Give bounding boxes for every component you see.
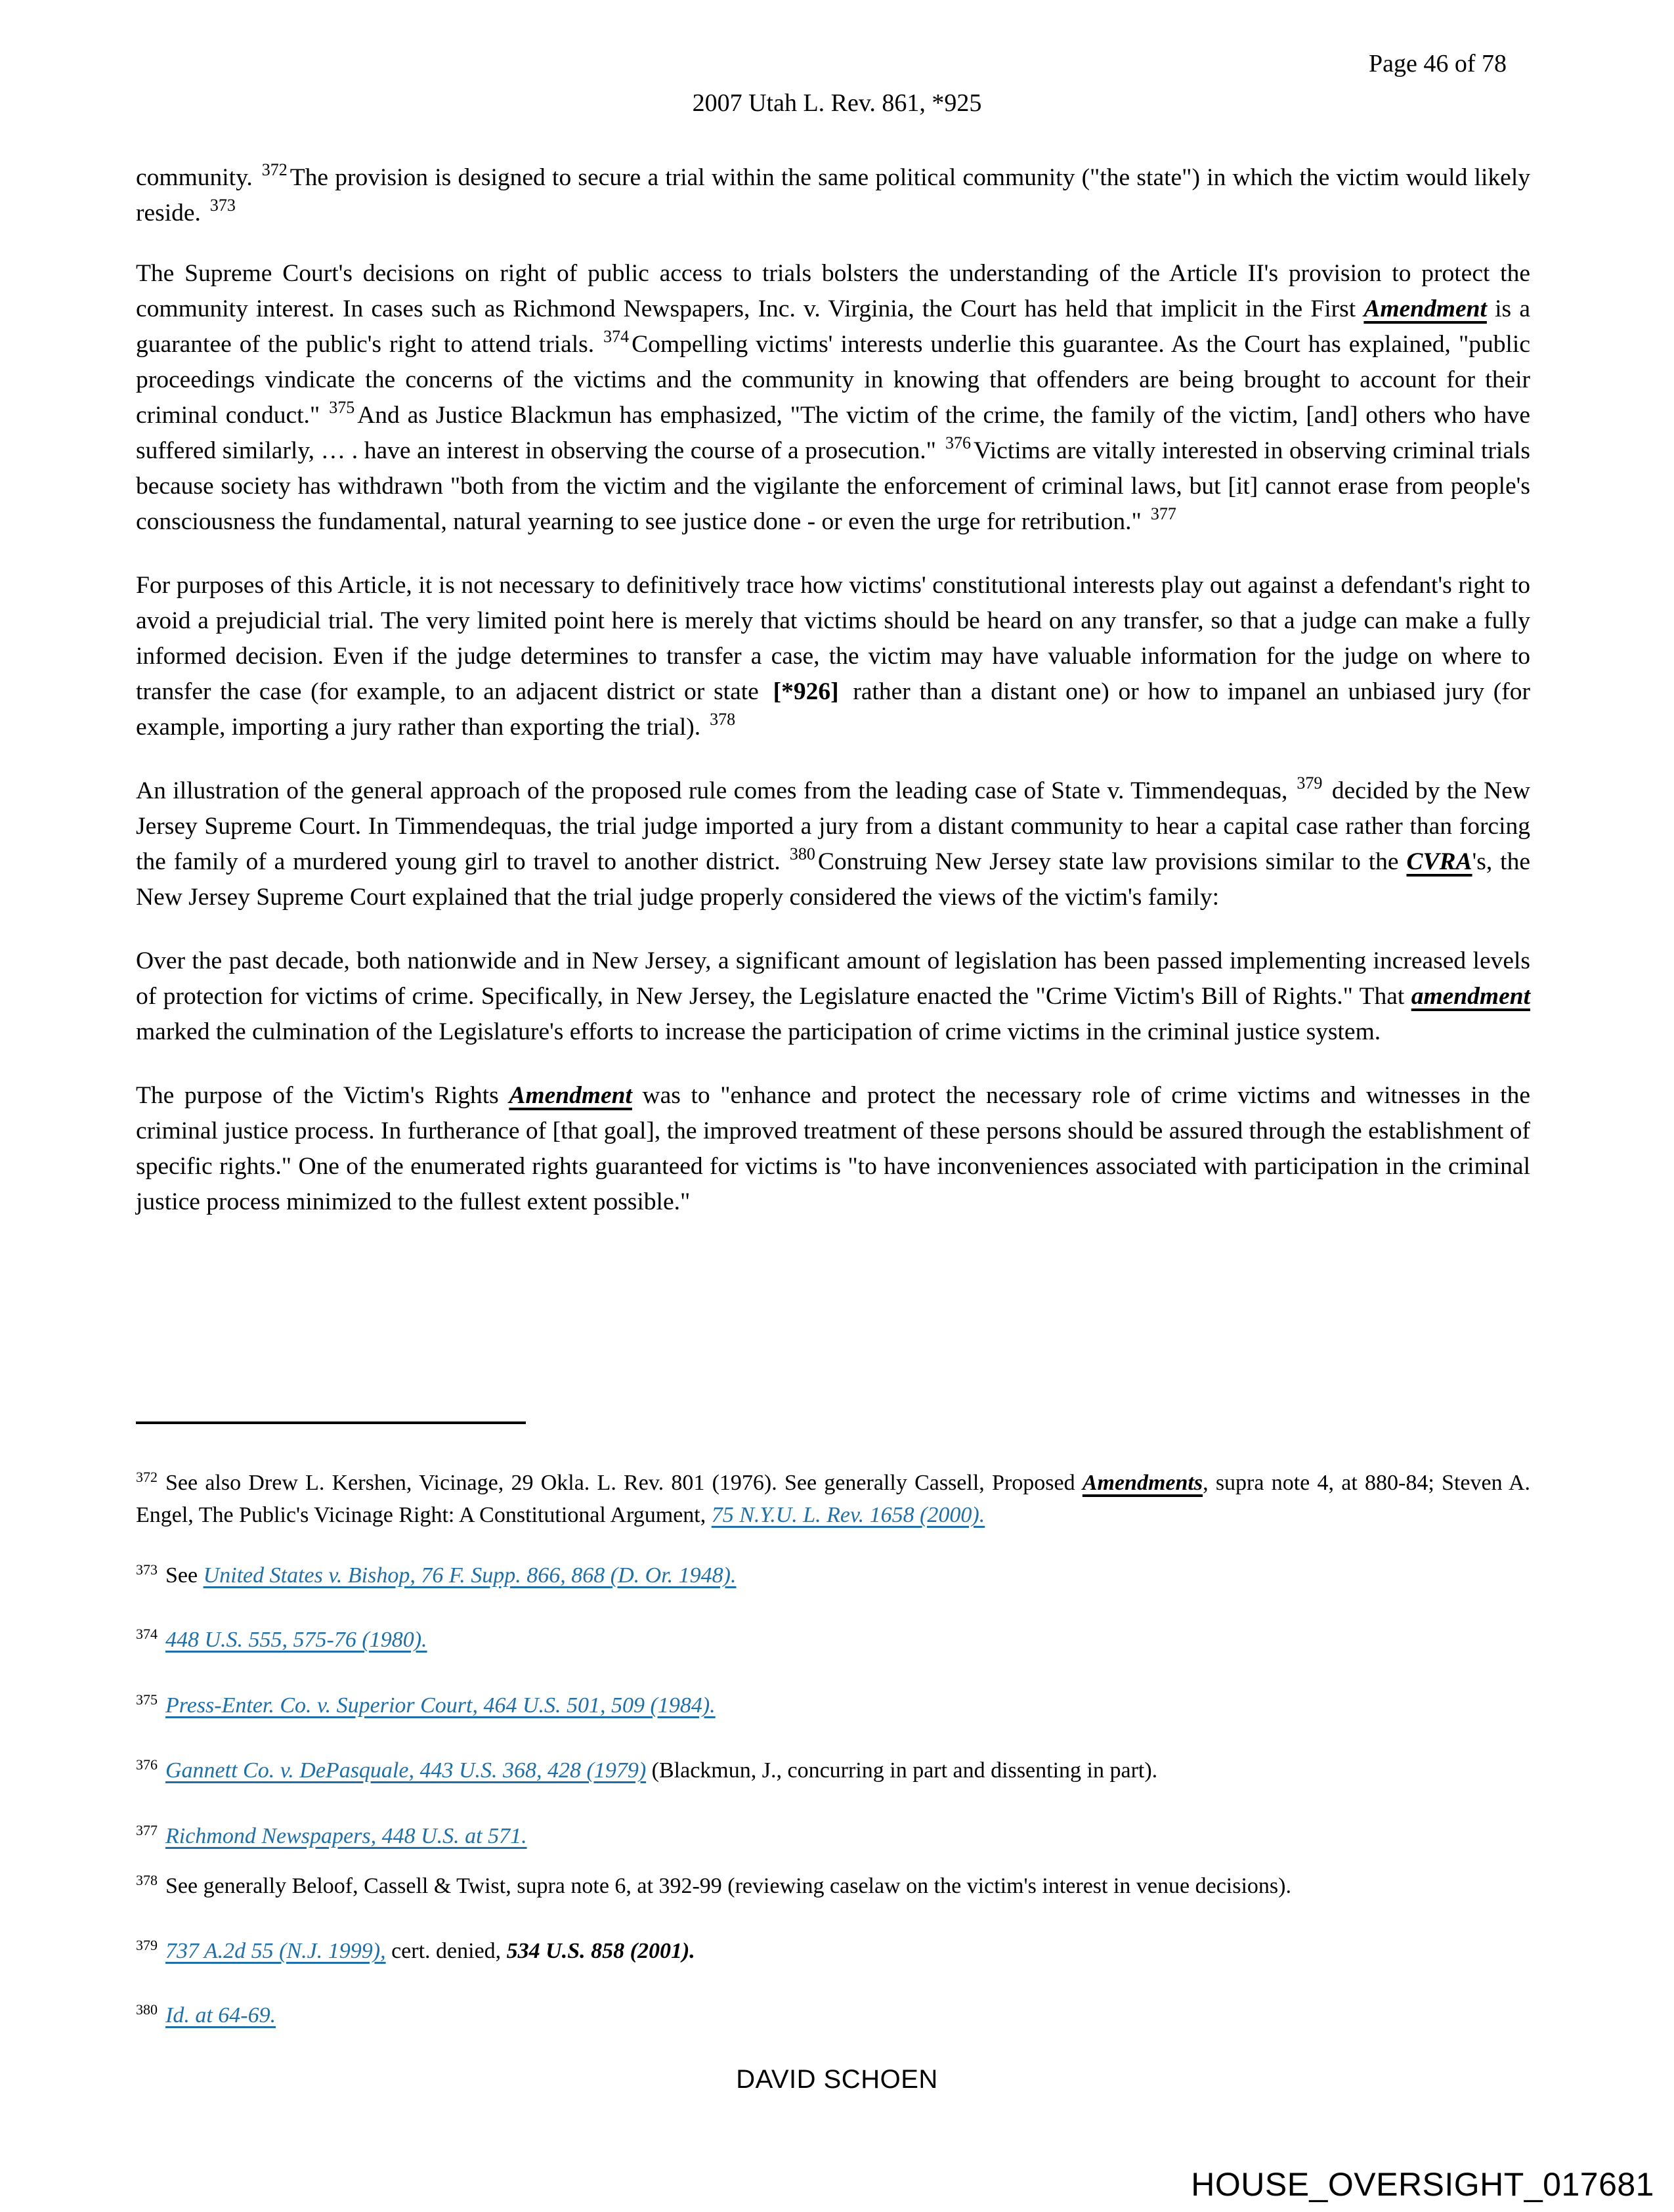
author-stamp: DAVID SCHOEN (736, 2065, 938, 2094)
text: rather than a distant one) or how to impanel an unbiased jury (for example, importing a jury rather than exporting the trial). (136, 678, 1530, 741)
text: Construing New Jersey state law provisions similar to the (817, 848, 1407, 875)
footnote-ref-373[interactable]: 373 (209, 196, 236, 215)
text: The Supreme Court's decisions on right of public access to trials bolsters the understanding of the Article II's provision to protect the community interest. In cases such as Richmond Newspapers, Inc. v. Virginia, the Court has held that implicit in the First (136, 260, 1530, 322)
term-link-amendment[interactable]: Amendment (509, 1082, 632, 1109)
text: An illustration of the general approach of the proposed rule comes from the leading case of State v. Timmendequas, (136, 777, 1288, 804)
citation-link[interactable]: 75 N.Y.U. L. Rev. 1658 (2000). (711, 1503, 985, 1527)
footnote-ref-378[interactable]: 378 (710, 710, 736, 729)
footnote-376 (136, 1754, 1530, 1787)
text: cert. denied, (385, 1939, 507, 1963)
text: , supra note 4, at 880-84; Steven A. Engel, The Public's Vicinage Right: A Constitutional Argument, (136, 1471, 1530, 1527)
text: was to "enhance and protect the necessary role of crime victims and witnesses in the criminal justice process. In furtherance of [that goal], the improved treatment of these persons should be assured through the establishment of specific rights." One of the enumerated rights guaranteed for victims is "to have inconveniences associated with participation in the criminal justice process minimized to the fullest extent possible." (136, 1082, 1531, 1215)
citation-link[interactable]: 448 U.S. 555, 575-76 (1980). (165, 1628, 427, 1652)
paragraph-2 (136, 256, 1530, 540)
footnote-377 (136, 1820, 1530, 1852)
text: See generally Beloof, Cassell & Twist, supra note 6, at 392-99 (reviewing caselaw on the victim's interest in venue decisions). (165, 1874, 1291, 1898)
footnote-374 (136, 1624, 1530, 1656)
star-page-marker: [*926] (773, 678, 839, 705)
footnote-number: 374 (136, 1626, 158, 1642)
footnote-number: 372 (136, 1469, 158, 1485)
footnote-372 (136, 1467, 1530, 1531)
citation-bold: 534 U.S. 858 (2001). (506, 1939, 695, 1963)
paragraph-1 (136, 160, 1530, 231)
article-body (136, 160, 1530, 1248)
footnote-379 (136, 1935, 1530, 1967)
footnote-number: 376 (136, 1756, 158, 1773)
text: decided by the New Jersey Supreme Court. In Timmendequas, the trial judge imported a jury from a distant community to hear a capital case rather than forcing the family of a murdered young girl to travel to another district. (136, 777, 1530, 875)
term-link-cvra[interactable]: CVRA (1406, 848, 1472, 875)
footnote-number: 379 (136, 1937, 158, 1953)
footnote-373 (136, 1559, 1530, 1592)
paragraph-3 (136, 568, 1530, 745)
text: And as Justice Blackmun has emphasized, "The victim of the crime, the family of the victim, [and] others who have suffered similarly, … . have an interest in observing the course of a prosecution." (136, 402, 1530, 464)
text: is a guarantee of the public's right to attend trials. (136, 295, 1530, 358)
citation-link[interactable]: United States v. Bishop, 76 F. Supp. 866, 868 (D. Or. 1948). (203, 1563, 737, 1588)
text: Compelling victims' interests underlie this guarantee. As the Court has explained, "public proceedings vindicate the concerns of the victims and the community in knowing that offenders are being brought to account for their criminal conduct." (136, 331, 1530, 429)
text: The provision is designed to secure a trial within the same political community ("the state") in which the victim would likely reside. (136, 164, 1530, 227)
citation-link[interactable]: Id. at 64-69. (165, 2003, 276, 2028)
term-link-amendment[interactable]: Amendment (1363, 295, 1487, 322)
text: community. (136, 164, 253, 191)
text: For purposes of this Article, it is not necessary to definitively trace how victims' constitutional interests play out against a defendant's right to avoid a prejudicial trial. The very limited point here is merely that victims should be heard on any transfer, so that a judge can make a fully informed decision. Even if the judge determines to transfer a case, the victim may have valuable information for the judge on where to transfer the case (for example, to an adjacent district or state (136, 572, 1530, 705)
footnote-number: 375 (136, 1691, 158, 1708)
footnote-number: 373 (136, 1561, 158, 1578)
text: See also Drew L. Kershen, Vicinage, 29 Okla. L. Rev. 801 (1976). See generally Cassell, Proposed (165, 1471, 1083, 1495)
footnote-378 (136, 1870, 1530, 1902)
citation-link[interactable]: Gannett Co. v. DePasquale, 443 U.S. 368, 428 (1979) (165, 1758, 647, 1783)
running-header-citation: 2007 Utah L. Rev. 861, *925 (692, 89, 982, 117)
footnote-number: 377 (136, 1822, 158, 1838)
text: The purpose of the Victim's Rights (136, 1082, 509, 1109)
bates-number: HOUSE_OVERSIGHT_017681 (1191, 2166, 1654, 2203)
footnote-ref-376[interactable]: 376 (945, 433, 971, 452)
term-link-amendments[interactable]: Amendments (1082, 1471, 1203, 1495)
citation-link[interactable]: Richmond Newspapers, 448 U.S. at 571. (165, 1824, 527, 1848)
paragraph-5-quote (136, 943, 1530, 1050)
footnote-380 (136, 1999, 1530, 2031)
footnote-number: 378 (136, 1872, 158, 1888)
footnote-ref-377[interactable]: 377 (1150, 504, 1176, 523)
footnote-ref-379[interactable]: 379 (1297, 773, 1323, 792)
footnote-ref-380[interactable]: 380 (789, 844, 815, 863)
page-number: Page 46 of 78 (1368, 50, 1507, 77)
footnote-separator (136, 1421, 526, 1424)
footnote-375 (136, 1689, 1530, 1722)
text: (Blackmun, J., concurring in part and dissenting in part). (646, 1758, 1158, 1783)
citation-link[interactable]: 737 A.2d 55 (N.J. 1999), (165, 1939, 386, 1963)
footnote-ref-374[interactable]: 374 (603, 327, 630, 346)
text: Victims are vitally interested in observing criminal trials because society has withdrawn "both from the victim and the vigilante the enforcement of criminal laws, but [it] cannot erase from people's consciousness the fundamental, natural yearning to see justice done - or even the urge for retribution." (136, 437, 1530, 535)
term-link-amendment[interactable]: amendment (1411, 983, 1530, 1010)
paragraph-6-quote (136, 1078, 1530, 1220)
footnote-number: 380 (136, 2001, 158, 2018)
text: Over the past decade, both nationwide and in New Jersey, a significant amount of legislation has been passed implementing increased levels of protection for victims of crime. Specifically, in New Jersey, the Legislature enacted the "Crime Victim's Bill of Rights." That (136, 947, 1530, 1010)
text: marked the culmination of the Legislature's efforts to increase the participation of crime victims in the criminal justice system. (136, 1018, 1381, 1045)
text: See (165, 1563, 204, 1588)
paragraph-4 (136, 773, 1530, 915)
citation-link[interactable]: Press-Enter. Co. v. Superior Court, 464 U.S. 501, 509 (1984). (165, 1693, 716, 1718)
footnote-ref-375[interactable]: 375 (329, 398, 355, 417)
text: 's, the New Jersey Supreme Court explained that the trial judge properly considered the views of the victim's family: (136, 848, 1530, 911)
footnote-ref-372[interactable]: 372 (261, 160, 288, 179)
